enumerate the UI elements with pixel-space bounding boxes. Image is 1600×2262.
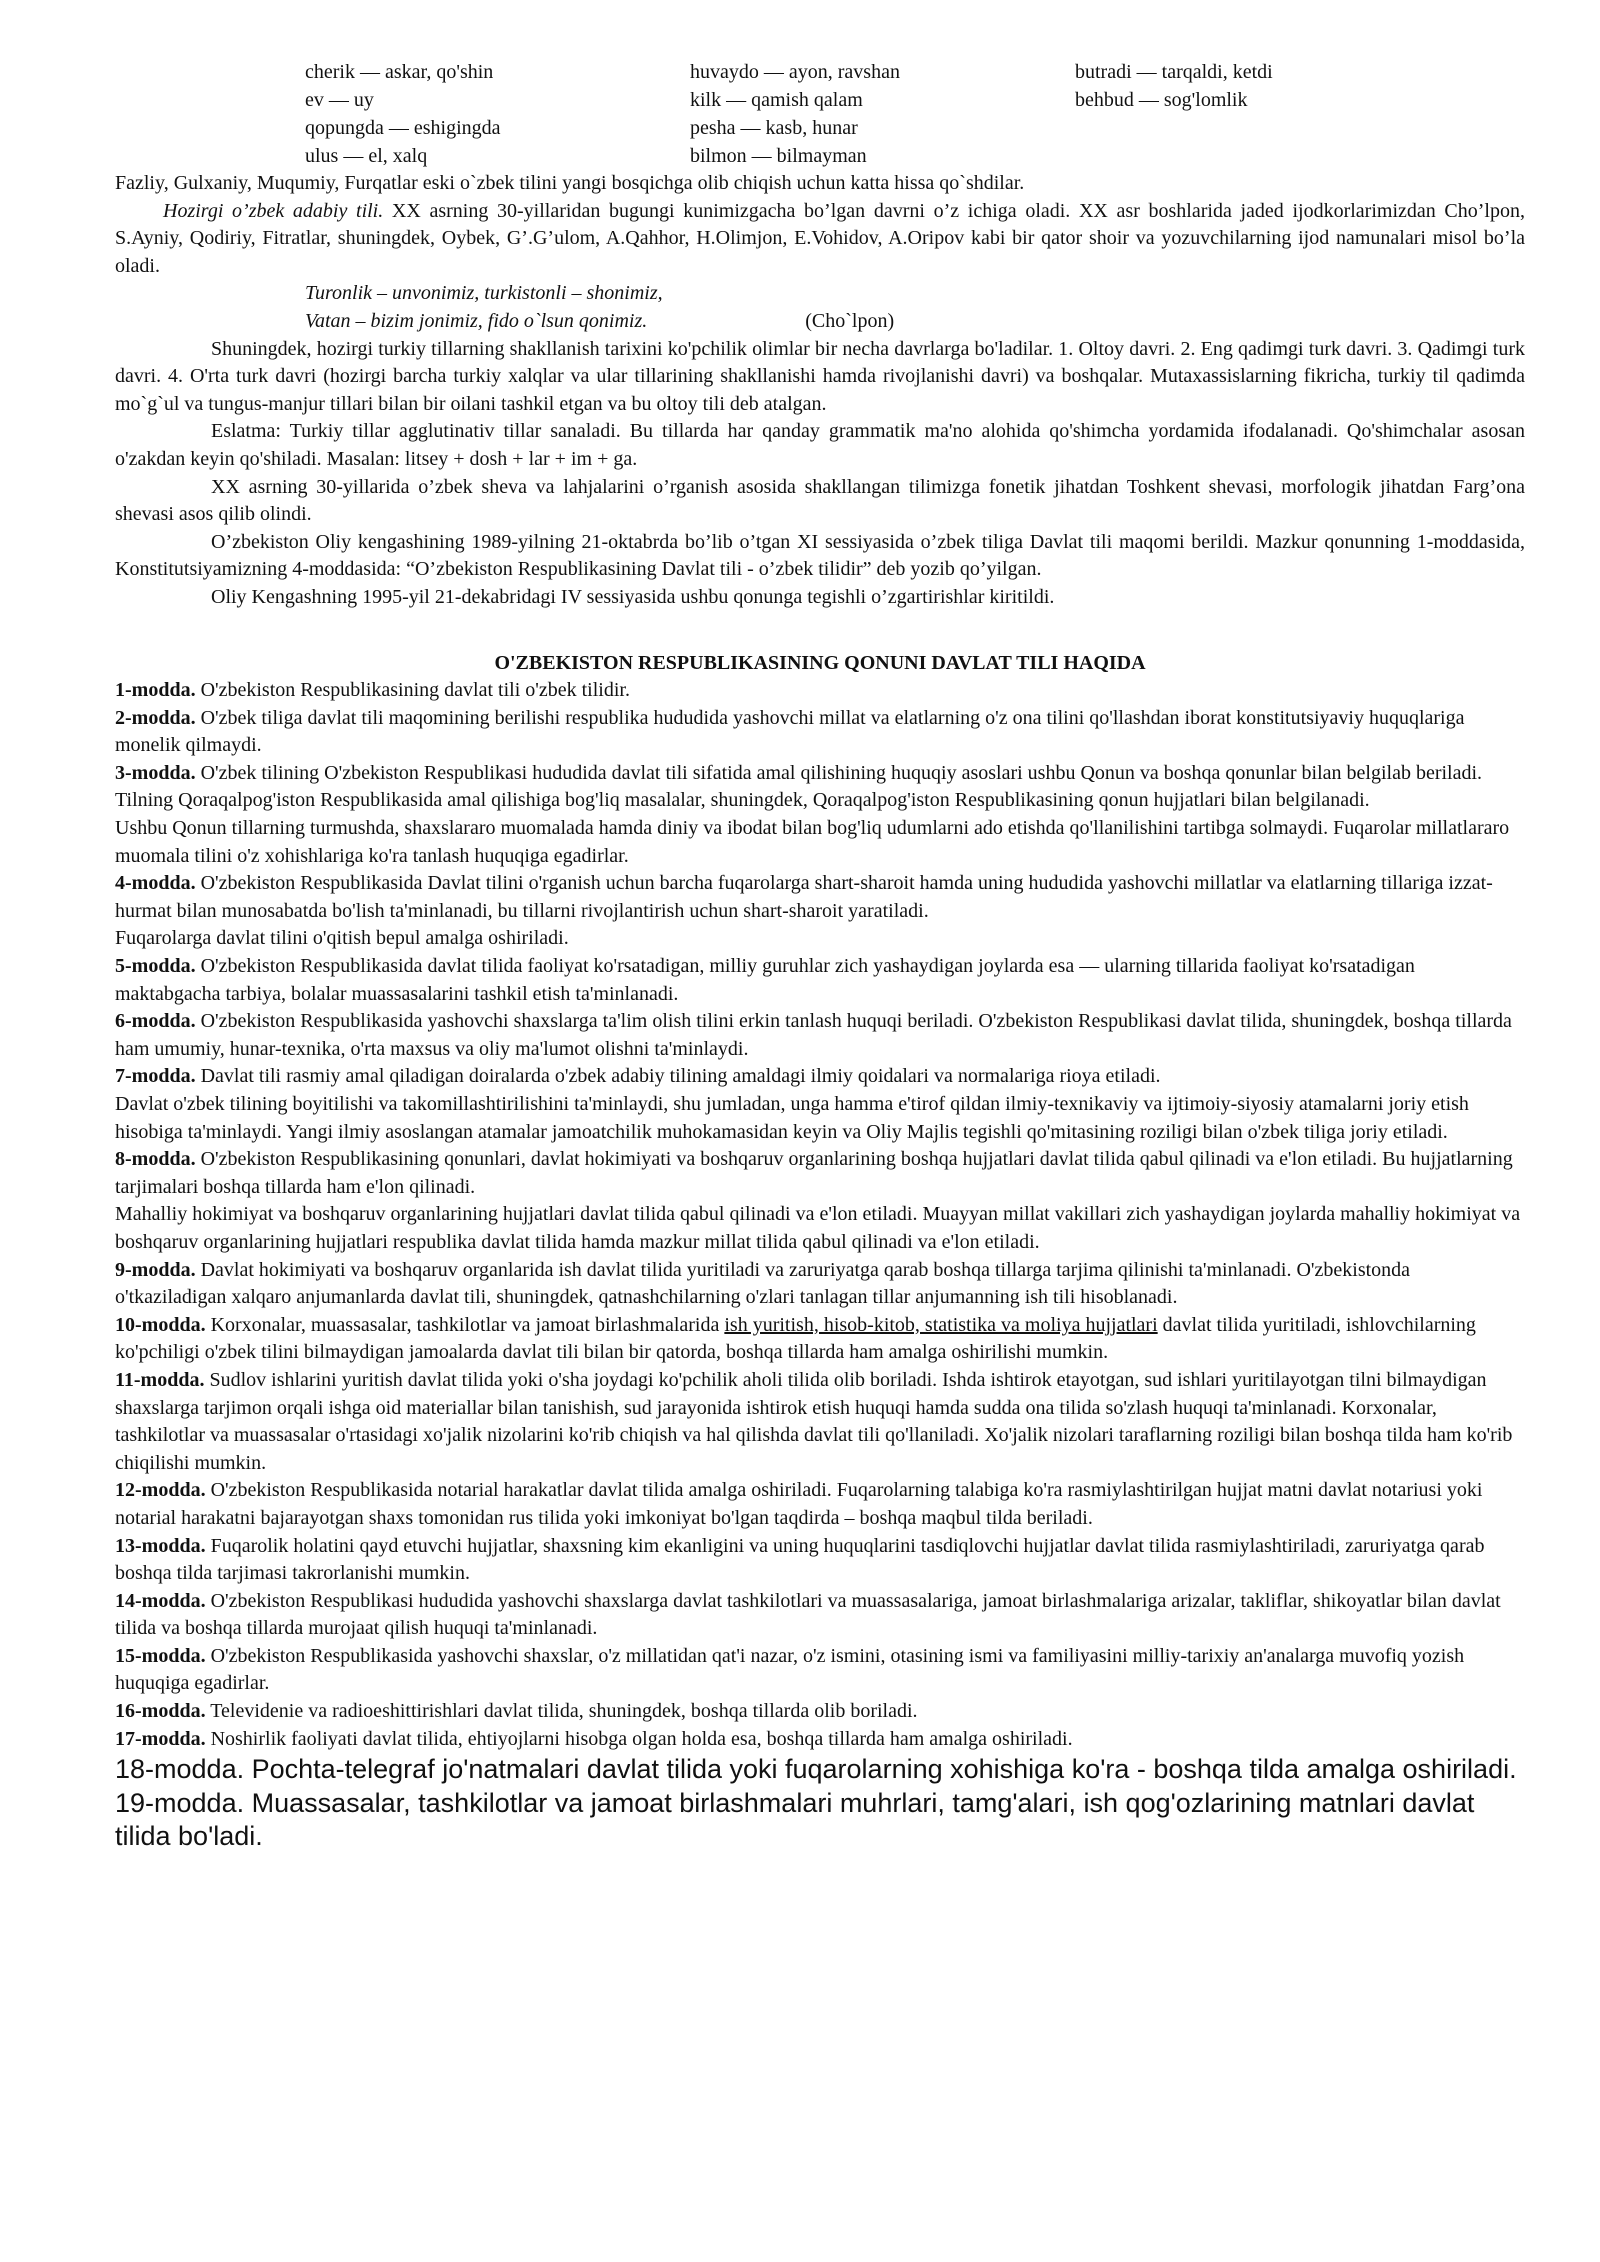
document-page <box>115 58 1525 1854</box>
article-text: O'zbek tiliga davlat tili maqomining berilishi respublika hududida yashovchi millat va elatlarning o'z ona tilini qo'llashdan iborat konstitutsiyaviy huquqlariga monelik qilmaydi. <box>115 706 1465 757</box>
paragraph: O’zbekiston Oliy kengashining 1989-yilning 21-oktabrda bo’lib o’tgan XI sessiyasida o’zbek tiliga Davlat tili maqomi berildi. Mazkur qonunning 1-moddasida, Konstitutsiyamizning 4-moddasida: “O’zbekiston Respublikasining Davlat tili - o’zbek tilidir” deb yozib qo’yilgan. <box>115 530 1525 581</box>
article-8 <box>115 1146 1525 1201</box>
paragraph-text: XX asrning 30-yillaridan bugungi kunimizgacha bo’lgan davrni o’z ichiga oladi. XX asr boshlarida jaded ijodkorlarimizdan Cho’lpon, S.Ayniy, Qodiriy, Fitratlar, shuningdek, Oybek, G’.G’ulom, A.Qahhor, H.Olimjon, E.Vohidov, A.Oripov kabi bir qator shoir va yozuvchilarning ijod namunalari misol bo’la oladi. <box>115 199 1525 277</box>
paragraph: Fazliy, Gulxaniy, Muqumiy, Furqatlar eski o`zbek tilini yangi bosqichga olib chiqish uchun katta hissa qo`shdilar. <box>115 172 1025 194</box>
article-1 <box>115 677 1525 705</box>
article-11 <box>115 1367 1525 1477</box>
article-label: 11-modda. <box>115 1368 205 1391</box>
vocab-item: pesha — kasb, hunar <box>690 117 858 139</box>
article-4 <box>115 870 1525 925</box>
article-5 <box>115 953 1525 1008</box>
article-13 <box>115 1533 1525 1588</box>
article-6 <box>115 1008 1525 1063</box>
article-label: 2-modda. <box>115 706 196 729</box>
article-8-continued: Mahalliy hokimiyat va boshqaruv organlarining hujjatlari davlat tilida qabul qilinadi va e'lon etiladi. Muayyan millat vakillari zich yashaydigan joylarda mahalliy hokimiyat va boshqaruv organlarining hujjatlari respublika davlat tilida hamda mazkur millat tilida qabul qilinadi va e'lon etiladi. <box>115 1203 1521 1253</box>
article-text: Fuqarolik holatini qayd etuvchi hujjatlar, shaxsning kim ekanligini va uning huquqlarini tasdiqlovchi hujjatlar davlat tilida rasmiylashtiriladi, zaruriyatga qarab boshqa tilda tarjimasi takrorlanishi mumkin. <box>115 1534 1485 1585</box>
article-text: Korxonalar, muassasalar, tashkilotlar va jamoat birlashmalarida <box>205 1313 725 1336</box>
vocab-item <box>1075 114 1515 142</box>
article-label: 5-modda. <box>115 955 196 978</box>
vocab-item: cherik — askar, qo'shin <box>305 61 494 83</box>
article-18: 18-modda. Pochta-telegraf jo'natmalari davlat tilida yoki fuqarolarning xohishiga ko'ra - boshqa tilda amalga oshiriladi. <box>115 1754 1517 1785</box>
article-text: O'zbekiston Respublikasining davlat tili o'zbek tilidir. <box>195 679 630 702</box>
vocab-item: huvaydo — ayon, ravshan <box>690 61 900 83</box>
article-text: O'zbekiston Respublikasida notarial harakatlar davlat tilida amalga oshiriladi. Fuqarolarning talabiga ko'ra rasmiylashtirilgan hujjat matni davlat notariusi yoki notarial harakatni bajarayotgan shaxs tomonidan rus tilida yoki imkoniyat bo'lgan taqdirda – boshqa maqbul tilda beriladi. <box>115 1479 1483 1529</box>
article-label: 4-modda. <box>115 872 196 895</box>
article-text: Sudlov ishlarini yuritish davlat tilida yoki o'sha joydagi ko'pchilik aholi tilida olib boriladi. Ishda ishtirok etayotgan, sud ishlari yuritilayotgan tilni bilmaydigan shaxslarga tarjimon orqali ishga oid materiallar bilan tanishish, sud jarayonida ishtirok etish huquqi hamda sudda ona tilida so'zlash huquqi ta'minlanadi. Korxonalar, tashkilotlar va muassasalar o'rtasidagi xo'jalik nizolarini ko'rib chiqish va hal qilishda davlat tili qo'llaniladi. Xo'jalik nizolari taraflarning roziligi bilan boshqa tilda ham ko'rib chiqilishi mumkin. <box>115 1368 1513 1474</box>
article-text: Noshirlik faoliyati davlat tilida, ehtiyojlarni hisobga olgan holda esa, boshqa tillarda ham amalga oshiriladi. <box>205 1727 1073 1750</box>
article-text: O'zbekiston Respublikasida yashovchi shaxslarga ta'lim olish tilini erkin tanlash huquqi beriladi. O'zbekiston Respublikasi davlat tilida, shuningdek, boshqa tillarda ham umumiy, hunar-texnika, o'rta maxsus va oliy ma'lumot olishni ta'minlaydi. <box>115 1010 1512 1060</box>
article-10 <box>115 1312 1525 1367</box>
article-label: 7-modda. <box>115 1065 196 1088</box>
article-label: 17-modda. <box>115 1727 206 1750</box>
vocab-item: ulus — el, xalq <box>305 145 428 167</box>
vocab-item: kilk — qamish qalam <box>690 89 863 111</box>
poem-line <box>305 308 1525 336</box>
section-heading: Hozirgi o’zbek adabiy tili. <box>163 199 384 222</box>
article-text: O'zbekiston Respublikasida Davlat tilini o'rganish uchun barcha fuqarolarga shart-sharoit hamda uning hududida yashovchi millatlar va elatlarning tillariga izzat-hurmat bilan munosabatda bo'lish ta'minlanadi, bu tillarni rivojlantirish uchun shart-sharoit yaratiladi. <box>115 872 1493 922</box>
vocab-item: behbud — sog'lomlik <box>1075 89 1248 111</box>
article-16 <box>115 1698 1525 1726</box>
article-label: 9-modda. <box>115 1258 196 1281</box>
article-label: 8-modda. <box>115 1148 196 1171</box>
poem-line-text: Vatan – bizim jonimiz, fido o`lsun qonimiz. <box>305 309 648 332</box>
article-text: davlat tilida yuritiladi, ishlovchilarning ko'pchiligi o'zbek tilini bilmaydigan jamoalarda davlat tili bilan bir qatorda, boshqa tillarda ham amalga oshirilishi mumkin. <box>115 1313 1476 1364</box>
article-label: 3-modda. <box>115 761 196 784</box>
article-text: O'zbek tilining O'zbekiston Respublikasi hududida davlat tili sifatida amal qilishining huquqiy asoslari ushbu Qonun va boshqa qonunlar bilan belgilab beriladi. Tilning Qoraqalpog'iston Respublikasida amal qilishiga bog'liq masalalar, shuningdek, Qoraqalpog'iston Respublikasining qonun hujjatlari bilan belgilanadi. <box>115 761 1483 812</box>
article-3 <box>115 760 1525 815</box>
article-12 <box>115 1477 1525 1532</box>
article-label: 12-modda. <box>115 1479 206 1502</box>
article-label: 13-modda. <box>115 1534 206 1557</box>
vocab-item: bilmon — bilmayman <box>690 145 867 167</box>
article-17 <box>115 1726 1525 1754</box>
article-4-continued: Fuqarolarga davlat tilini o'qitish bepul amalga oshiriladi. <box>115 927 569 950</box>
poem <box>305 280 1525 335</box>
article-text: Televidenie va radioeshittirishlari davlat tilida, shuningdek, boshqa tillarda olib boriladi. <box>205 1700 918 1723</box>
article-text: Davlat tili rasmiy amal qiladigan doiralarda o'zbek adabiy tilining amaldagi ilmiy qoidalari va normalariga rioya etiladi. <box>195 1065 1161 1088</box>
vocab-item: ev — uy <box>305 89 374 111</box>
article-text: O'zbekiston Respublikasining qonunlari, davlat hokimiyati va boshqaruv organlarining boshqa hujjatlari davlat tilida qabul qilinadi va e'lon etiladi. Bu hujjatlarning tarjimalari boshqa tillarda ham e'lon qilinadi. <box>115 1148 1513 1198</box>
article-label: 16-modda. <box>115 1700 206 1723</box>
article-9 <box>115 1257 1525 1312</box>
vocab-item: qopungda — eshigingda <box>305 117 501 139</box>
article-14 <box>115 1588 1525 1643</box>
article-7-continued: Davlat o'zbek tilining boyitilishi va takomillashtirilishini ta'minlaydi, shu jumladan, unga hamma e'tirof qildan ilmiy-texnikaviy va ijtimoiy-siyosiy atamalarni joriy etish hisobiga ta'minlaydi. Yangi ilmiy asoslangan atamalar jamoatchilik muhokamasidan keyin va Oliy Majlis tegishli qo'mitasining roziligi bilan o'zbek tiliga joriy etiladi. <box>115 1093 1469 1143</box>
poem-author: (Cho`lpon) <box>805 309 895 332</box>
article-label: 1-modda. <box>115 679 196 702</box>
article-text: O'zbekiston Respublikasida davlat tilida faoliyat ko'rsatadigan, milliy guruhlar zich yashaydigan joylarda esa — ularning tillarida faoliyat ko'rsatadigan maktabgacha tarbiya, bolalar muassasalarini tashkil etish ta'minlanadi. <box>115 955 1415 1005</box>
article-text: Davlat hokimiyati va boshqaruv organlarida ish davlat tilida yuritiladi va zaruriyatga qarab boshqa tillarga tarjima qilinishi ta'minlanadi. O'zbekistonda o'tkaziladigan xalqaro anjumanlarda davlat tili, shuningdek, qatnashchilarning o'zlari tanlagan tillar anjumanning ish tili hisoblanadi. <box>115 1258 1411 1309</box>
paragraph-note: Eslatma: Turkiy tillar agglutinativ tillar sanaladi. Bu tillarda har qanday grammatik ma'no alohida qo'shimcha yordamida ifodalanadi. Qo'shimchalar asosan o'zakdan keyin qo'shiladi. Masalan: litsey + dosh + lar + im + ga. <box>115 420 1525 470</box>
article-label: 6-modda. <box>115 1010 196 1033</box>
poem-line: Turonlik – unvonimiz, turkistonli – shonimiz, <box>305 282 663 305</box>
article-2 <box>115 705 1525 760</box>
paragraph: XX asrning 30-yillarida o’zbek sheva va lahjalarini o’rganish asosida shakllangan tilimizga fonetik jihatdan Toshkent shevasi, morfologik jihatdan Farg’ona shevasi asos qilib olindi. <box>115 475 1525 526</box>
article-7 <box>115 1063 1525 1091</box>
paragraph: Oliy Kengashning 1995-yil 21-dekabridagi IV sessiyasida ushbu qonunga tegishli o’zgartirishlar kiritildi. <box>211 585 1055 608</box>
article-15 <box>115 1643 1525 1698</box>
article-text: O'zbekiston Respublikasi hududida yashovchi shaxslarga davlat tashkilotlari va muassasalariga, jamoat birlashmalariga arizalar, takliflar, shikoyatlar bilan davlat tilida va boshqa tillarda murojaat qilish huquqi ta'minlanadi. <box>115 1589 1501 1640</box>
vocabulary-list <box>305 58 1525 170</box>
paragraph: Shuningdek, hozirgi turkiy tillarning shakllanish tarixini ko'pchilik olimlar bir necha davrlarga bo'ladilar. 1. Oltoy davri. 2. Eng qadimgi turk davri. 3. Qadimgi turk davri. 4. O'rta turk davri (hozirgi barcha turkiy xalqlar va ular tillarining shakllanishi hamda rivojlanishi davri) va boshqalar. Mutaxassislarning fikricha, turkiy til qadimda mo`g`ul va tungus-manjur tillari bilan bir oilani tashkil etgan va bu oltoy tili deb atalgan. <box>115 337 1525 415</box>
article-label: 14-modda. <box>115 1589 206 1612</box>
law-title: O'ZBEKISTON RESPUBLIKASINING QONUNI DAVLAT TILI HAQIDA <box>494 651 1146 674</box>
article-label: 10-modda. <box>115 1313 206 1336</box>
vocab-item <box>1075 142 1515 170</box>
underlined-phrase: ish yuritish, hisob-kitob, statistika va moliya hujjatlari <box>724 1313 1158 1336</box>
paragraph-modern-language <box>115 198 1525 281</box>
article-3-continued: Ushbu Qonun tillarning turmushda, shaxslararo muomalada hamda diniy va ibodat bilan bog'liq udumlarni ado etishda qo'llanilishini tartibga solmaydi. Fuqarolar millatlararo muomala tilini o'z xohishlariga ko'ra tanlash huquqiga egadirlar. <box>115 817 1510 867</box>
article-label: 15-modda. <box>115 1644 206 1667</box>
article-19: 19-modda. Muassasalar, tashkilotlar va jamoat birlashmalari muhrlari, tamg'alari, ish qog'ozlarining matnlari davlat tilida bo'ladi. <box>115 1787 1475 1852</box>
vocab-item: butradi — tarqaldi, ketdi <box>1075 61 1273 83</box>
article-text: O'zbekiston Respublikasida yashovchi shaxslar, o'z millatidan qat'i nazar, o'z ismini, otasining ismi va familiyasini milliy-tarixiy an'analarga muvofiq yozish huquqiga egadirlar. <box>115 1644 1465 1695</box>
